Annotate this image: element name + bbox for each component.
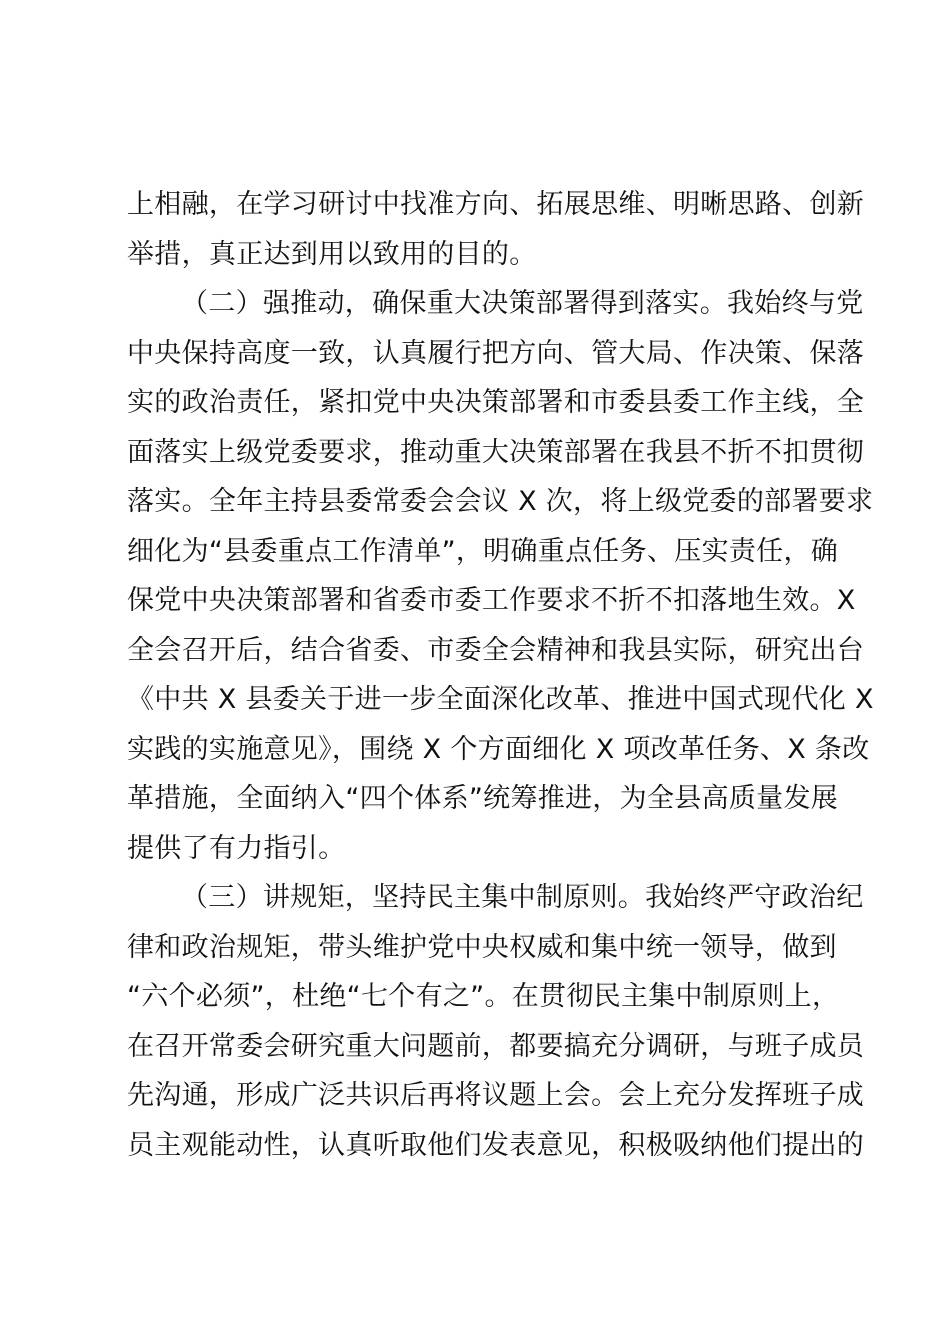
text-line: 落实。全年主持县委常委会会议 X 次，将上级党委的部署要求 bbox=[127, 486, 874, 517]
text-line: 面落实上级党委要求，推动重大决策部署在我县不折不扣贯彻 bbox=[127, 436, 865, 468]
text-line: 革措施，全面纳入“四个体系”统筹推进，为全县高质量发展 bbox=[127, 783, 839, 814]
text-line: 上相融，在学习研讨中找准方向、拓展思维、明晰思路、创新 bbox=[127, 189, 865, 220]
text-line: 细化为“县委重点工作清单”，明确重点任务、压实责任，确 bbox=[127, 535, 839, 567]
text-line: 律和政治规矩，带头维护党中央权威和集中统一领导，做到 bbox=[127, 931, 837, 963]
text-line: 实践的实施意见》，围绕 X 个方面细化 X 项改革任务、X 条改 bbox=[127, 733, 870, 765]
text-line: 员主观能动性，认真听取他们发表意见，积极吸纳他们提出的 bbox=[127, 1129, 865, 1161]
text-line: 提供了有力指引。 bbox=[127, 832, 346, 864]
section-heading-line: （三）讲规矩，坚持民主集中制原则。我始终严守政治纪 bbox=[181, 882, 864, 913]
text-line: 全会召开后，结合省委、市委全会精神和我县实际，研究出台 bbox=[127, 634, 865, 666]
text-line: 先沟通，形成广泛共识后再将议题上会。会上充分发挥班子成 bbox=[127, 1080, 865, 1111]
section-heading-line: （二）强推动，确保重大决策部署得到落实。我始终与党 bbox=[181, 288, 864, 319]
text-line: “六个必须”，杜绝“七个有之”。在贯彻民主集中制原则上， bbox=[127, 981, 840, 1012]
text-line: 在召开常委会研究重大问题前，都要搞充分调研，与班子成员 bbox=[127, 1030, 865, 1062]
text-line: 实的政治责任，紧扣党中央决策部署和市委县委工作主线，全 bbox=[127, 387, 865, 418]
body-text bbox=[127, 180, 874, 1170]
text-line: 保党中央决策部署和省委市委工作要求不折不扣落地生效。X bbox=[127, 585, 856, 616]
text-line: 《中共 X 县委关于进一步全面深化改革、推进中国式现代化 X bbox=[127, 684, 874, 715]
text-line: 中央保持高度一致，认真履行把方向、管大局、作决策、保落 bbox=[127, 337, 865, 369]
text-line: 举措，真正达到用以致用的目的。 bbox=[127, 238, 537, 270]
